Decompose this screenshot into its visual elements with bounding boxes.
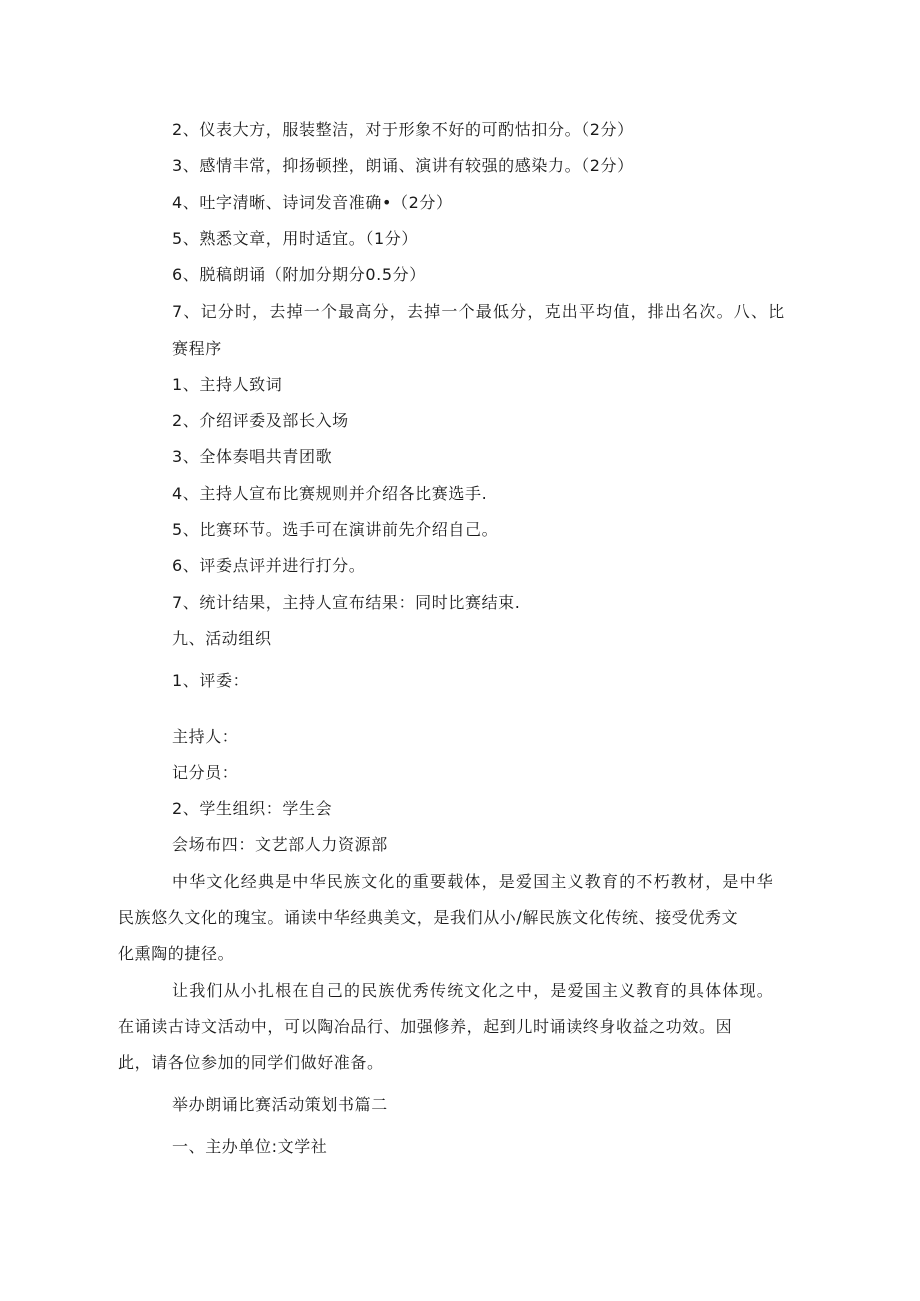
text-line: 7、统计结果，主持人宣布结果：同时比赛结束. — [172, 593, 521, 612]
text-line: 赛程序 — [172, 339, 222, 358]
text-line: 主持人： — [172, 727, 239, 746]
text-line: 2、学生组织：学生会 — [172, 799, 333, 818]
paragraph-line: 化熏陶的捷径。 — [118, 944, 235, 963]
text-line: 2、介绍评委及部长入场 — [172, 411, 349, 430]
text-line: 3、全体奏唱共青团歌 — [172, 447, 333, 466]
text-line: 1、主持人致词 — [172, 375, 283, 394]
paragraph-line: 此，请各位参加的同学们做好准备。 — [118, 1053, 384, 1072]
text-line: 记分员： — [172, 763, 239, 782]
paragraph-line: 在诵读古诗文活动中，可以陶冶品行、加强修养，起到儿时诵读终身收益之功效。因 — [118, 1017, 733, 1036]
section-heading: 九、活动组织 — [172, 629, 272, 648]
text-line: 2、仪表大方，服装整洁，对于形象不好的可酌怙扣分。（2分） — [172, 120, 634, 139]
paragraph-line: 民族悠久文化的瑰宝。诵读中华经典美文，是我们从小/解民族文化传统、接受优秀文 — [118, 908, 739, 927]
text-line: 7、记分时，去掉一个最高分，去掉一个最低分，克出平均值，排出名次。八、比 — [172, 302, 786, 321]
text-line: 6、脱稿朗诵（附加分期分0.5分） — [172, 265, 426, 284]
paragraph-line: 中华文化经典是中华民族文化的重要载体，是爱国主义教育的不朽教材，是中华 — [172, 872, 775, 891]
section-heading: 一、主办单位:文学社 — [172, 1137, 328, 1156]
text-line: 5、熟悉文章，用时适宜。（1分） — [172, 229, 418, 248]
text-line: 6、评委点评并进行打分。 — [172, 556, 366, 575]
text-line: 5、比赛环节。选手可在演讲前先介绍自己。 — [172, 520, 499, 539]
text-line: 4、吐字清晰、诗词发音准确•（2分） — [172, 193, 453, 212]
paragraph-line: 让我们从小扎根在自己的民族优秀传统文化之中，是爱国主义教育的具体体现。 — [172, 981, 775, 1000]
document-subtitle: 举办朗诵比赛活动策划书篇二 — [172, 1095, 388, 1114]
text-line: 1、评委： — [172, 671, 250, 690]
text-line: 3、感情丰常，抑扬顿挫，朗诵、演讲有较强的感染力。（2分） — [172, 156, 634, 175]
text-line: 会场布四：文艺部人力资源部 — [172, 835, 388, 854]
text-line: 4、主持人宣布比赛规则并介绍各比赛选手. — [172, 484, 488, 503]
